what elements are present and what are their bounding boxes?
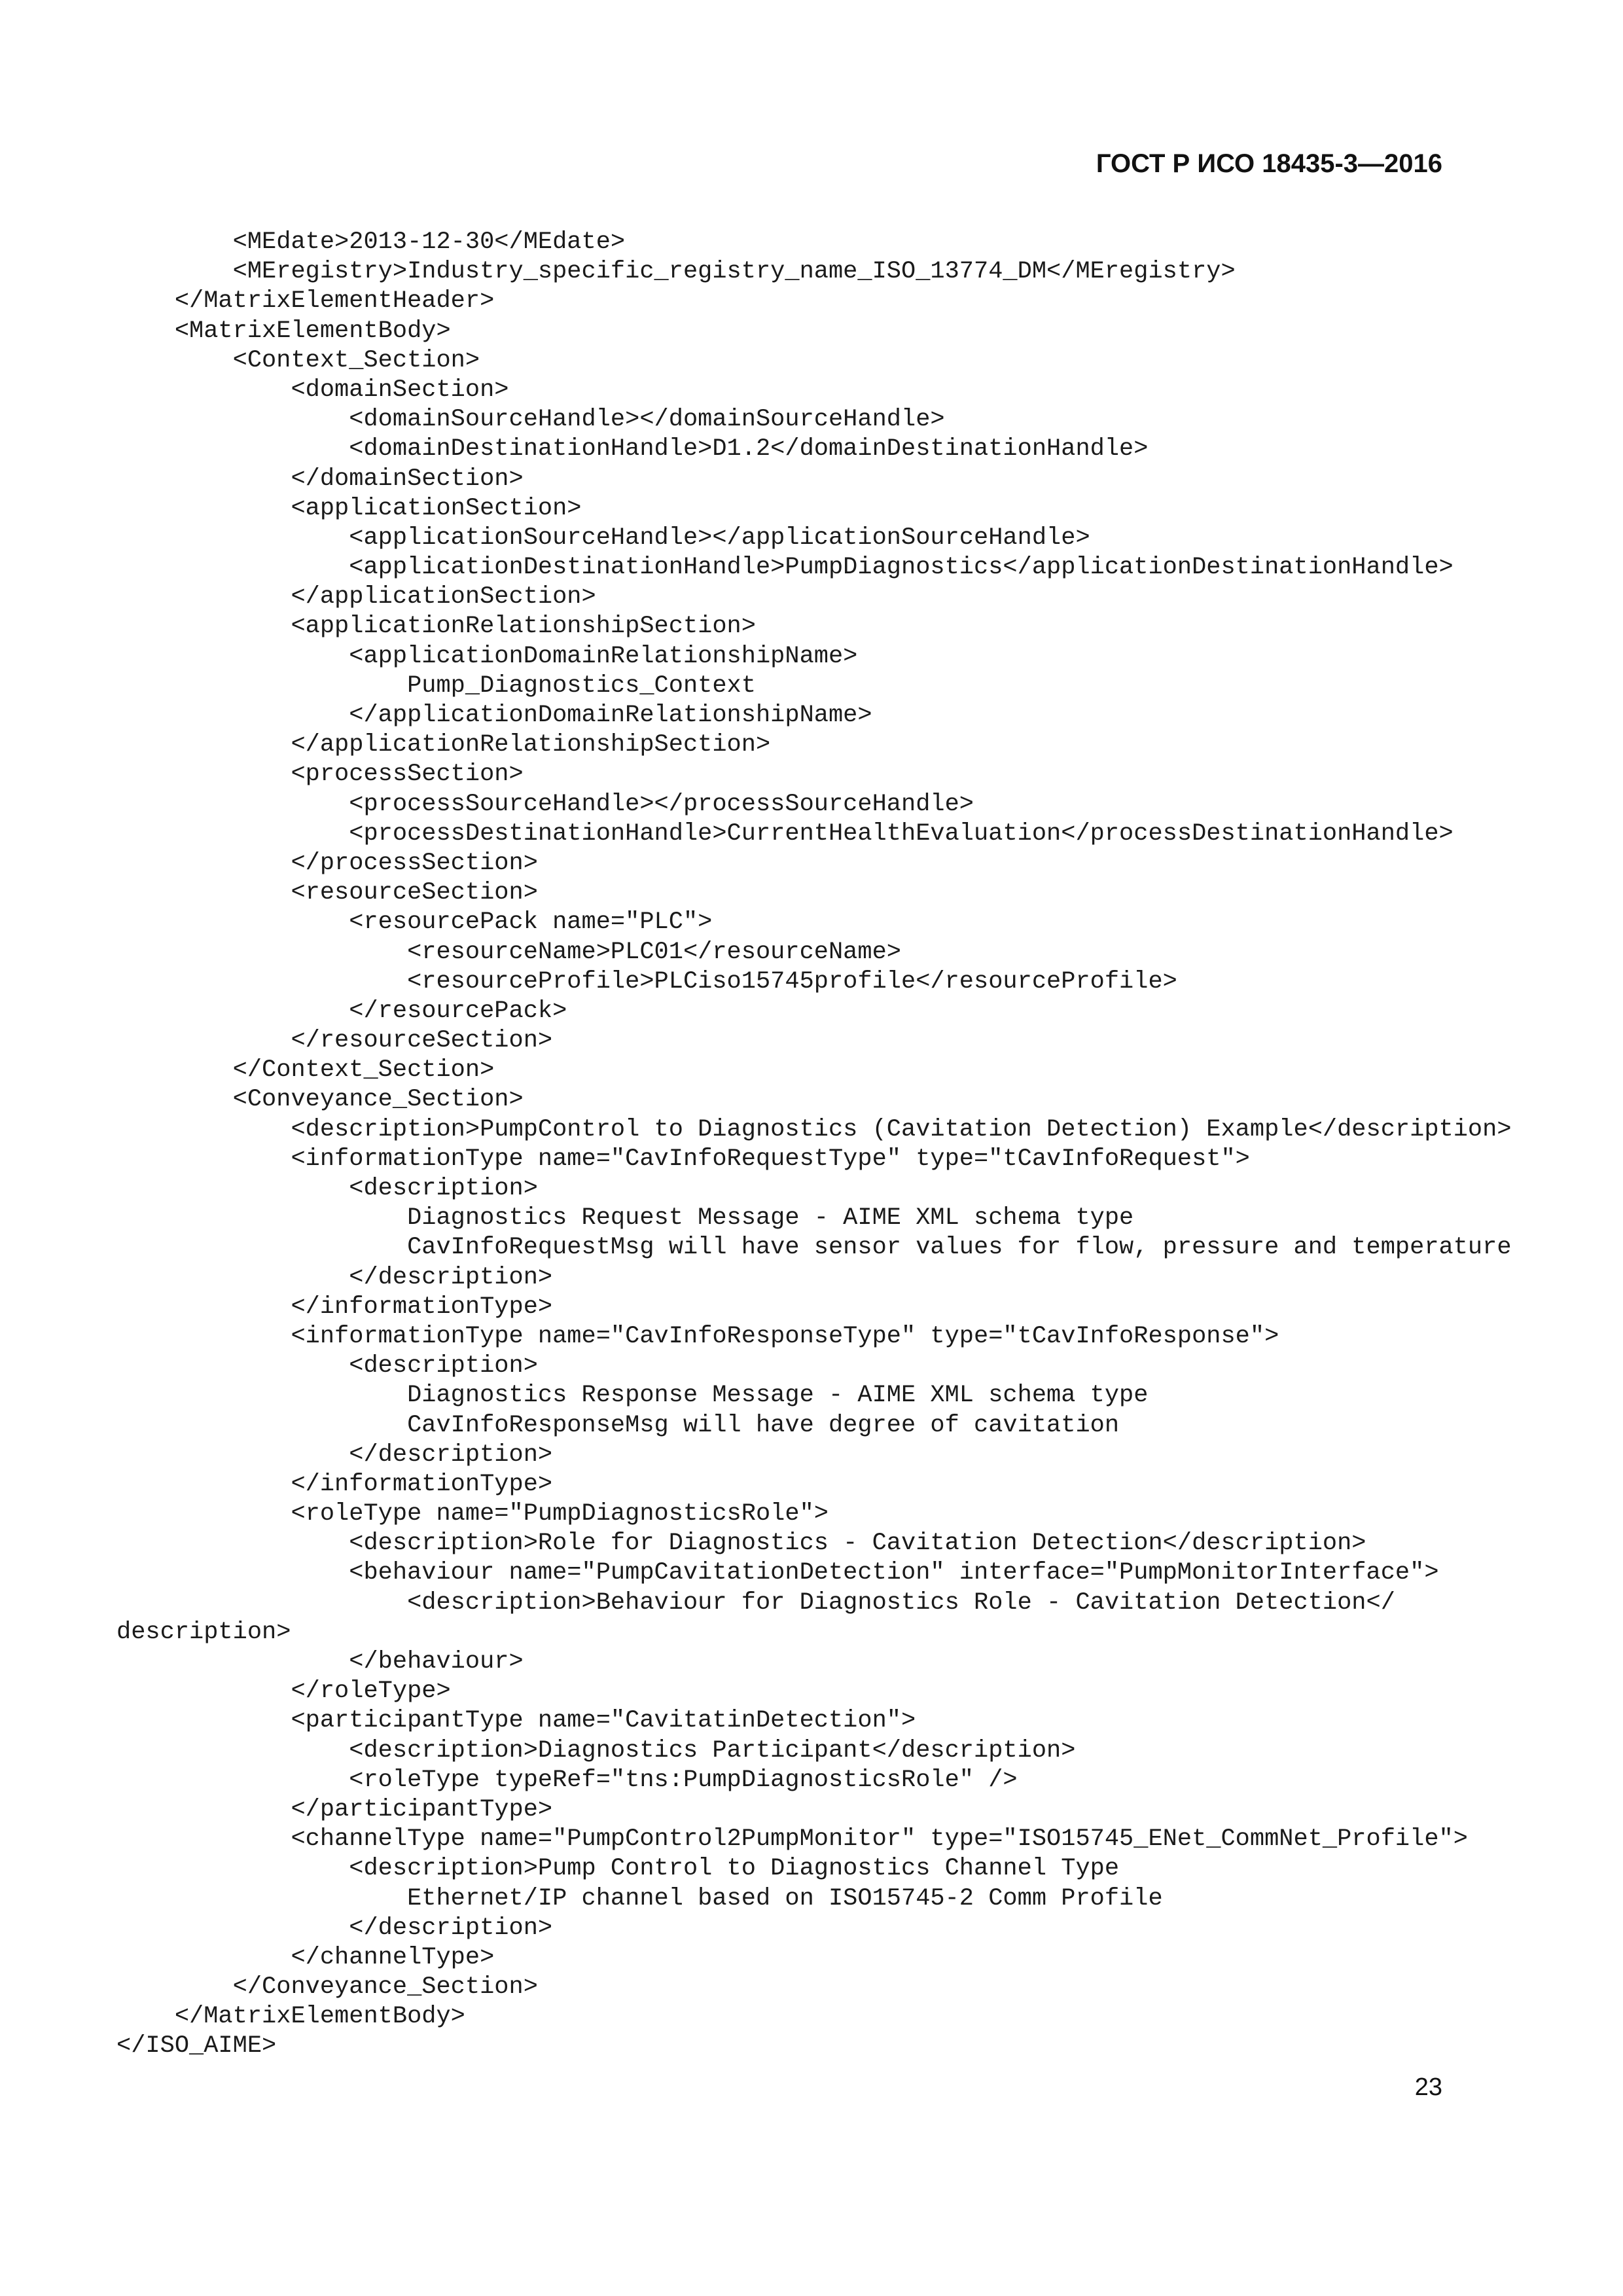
code-line: </informationType> xyxy=(116,1470,553,1498)
xml-code-listing xyxy=(116,228,1512,2062)
code-line: <Conveyance_Section> xyxy=(116,1086,524,1114)
code-line: <applicationRelationshipSection> xyxy=(116,613,756,641)
code-line: <description>Role for Diagnostics - Cavitation Detection</description> xyxy=(116,1530,1366,1558)
code-line: <behaviour name="PumpCavitationDetection" interface="PumpMonitorInterface"> xyxy=(116,1559,1439,1587)
code-line: <informationType name="CavInfoResponseType" type="tCavInfoResponse"> xyxy=(116,1322,1279,1350)
code-line: Diagnostics Response Message - AIME XML schema type xyxy=(116,1382,1149,1410)
code-line: </MatrixElementHeader> xyxy=(116,287,495,315)
code-line: <description> xyxy=(116,1175,538,1202)
code-line: <description>Pump Control to Diagnostics Channel Type xyxy=(116,1855,1120,1883)
code-line: </behaviour> xyxy=(116,1648,524,1676)
code-line: <resourcePack name="PLC"> xyxy=(116,908,713,937)
code-line: </resourcePack> xyxy=(116,997,567,1025)
code-line: </applicationSection> xyxy=(116,583,596,611)
code-line: </MatrixElementBody> xyxy=(116,2003,465,2031)
code-line: Diagnostics Request Message - AIME XML schema type xyxy=(116,1204,1134,1232)
code-line: </channelType> xyxy=(116,1943,495,1971)
page-number: 23 xyxy=(1414,2073,1442,2101)
code-line: description> xyxy=(116,1618,291,1646)
code-line: <processSourceHandle></processSourceHandle> xyxy=(116,790,974,818)
code-line: </applicationDomainRelationshipName> xyxy=(116,702,872,729)
code-line: <Context_Section> xyxy=(116,346,480,374)
code-line: </roleType> xyxy=(116,1677,451,1706)
code-line: </domainSection> xyxy=(116,465,524,493)
code-line: Pump_Diagnostics_Context xyxy=(116,672,756,700)
code-line: <MatrixElementBody> xyxy=(116,317,451,345)
code-line: </resourceSection> xyxy=(116,1027,553,1055)
code-line: </informationType> xyxy=(116,1293,553,1321)
code-line: <description>Diagnostics Participant</description> xyxy=(116,1736,1076,1765)
code-line: <informationType name="CavInfoRequestType" type="tCavInfoRequest"> xyxy=(116,1145,1250,1173)
code-line: <MEregistry>Industry_specific_registry_name_ISO_13774_DM</MEregistry> xyxy=(116,258,1236,286)
code-line: <description> xyxy=(116,1352,538,1380)
code-line: <roleType name="PumpDiagnosticsRole"> xyxy=(116,1500,829,1528)
code-line: <applicationSection> xyxy=(116,494,582,522)
code-line: <applicationSourceHandle></applicationSourceHandle> xyxy=(116,524,1090,552)
code-line: <participantType name="CavitatinDetection"> xyxy=(116,1707,916,1735)
code-line: <domainSourceHandle></domainSourceHandle> xyxy=(116,406,945,434)
code-line: <processDestinationHandle>CurrentHealthEvaluation</processDestinationHandle> xyxy=(116,819,1454,848)
code-line: <MEdate>2013-12-30</MEdate> xyxy=(116,228,626,256)
code-line: CavInfoRequestMsg will have sensor values for flow, pressure and temperature xyxy=(116,1234,1512,1262)
code-line: <applicationDestinationHandle>PumpDiagnostics</applicationDestinationHandle> xyxy=(116,554,1454,582)
code-line: </description> xyxy=(116,1263,553,1291)
code-line: </Conveyance_Section> xyxy=(116,1973,538,2001)
code-line: <resourceProfile>PLCiso15745profile</resourceProfile> xyxy=(116,967,1177,996)
code-line: <processSection> xyxy=(116,761,524,789)
code-line: <channelType name="PumpControl2PumpMonitor" type="ISO15745_ENet_CommNet_Profile"> xyxy=(116,1825,1468,1854)
code-line: </description> xyxy=(116,1441,553,1469)
code-line: <domainSection> xyxy=(116,376,509,404)
code-line: <resourceSection> xyxy=(116,879,538,907)
code-line: <applicationDomainRelationshipName> xyxy=(116,642,858,670)
code-line: </description> xyxy=(116,1914,553,1942)
code-line: </participantType> xyxy=(116,1795,553,1823)
code-line: <roleType typeRef="tns:PumpDiagnosticsRole" /> xyxy=(116,1766,1018,1794)
code-line: </Context_Section> xyxy=(116,1056,495,1085)
code-line: Ethernet/IP channel based on ISO15745-2 Comm Profile xyxy=(116,1884,1163,1912)
code-line: CavInfoResponseMsg will have degree of cavitation xyxy=(116,1411,1120,1439)
code-line: <description>PumpControl to Diagnostics (Cavitation Detection) Example</description> xyxy=(116,1115,1512,1143)
code-line: </applicationRelationshipSection> xyxy=(116,731,771,759)
code-line: <description>Behaviour for Diagnostics Role - Cavitation Detection</ xyxy=(116,1588,1395,1617)
code-line: <resourceName>PLC01</resourceName> xyxy=(116,938,901,966)
standard-designation: ГОСТ Р ИСО 18435-3—2016 xyxy=(1096,149,1442,178)
code-line: </ISO_AIME> xyxy=(116,2032,277,2060)
code-line: <domainDestinationHandle>D1.2</domainDestinationHandle> xyxy=(116,435,1149,463)
code-line: </processSection> xyxy=(116,849,538,877)
